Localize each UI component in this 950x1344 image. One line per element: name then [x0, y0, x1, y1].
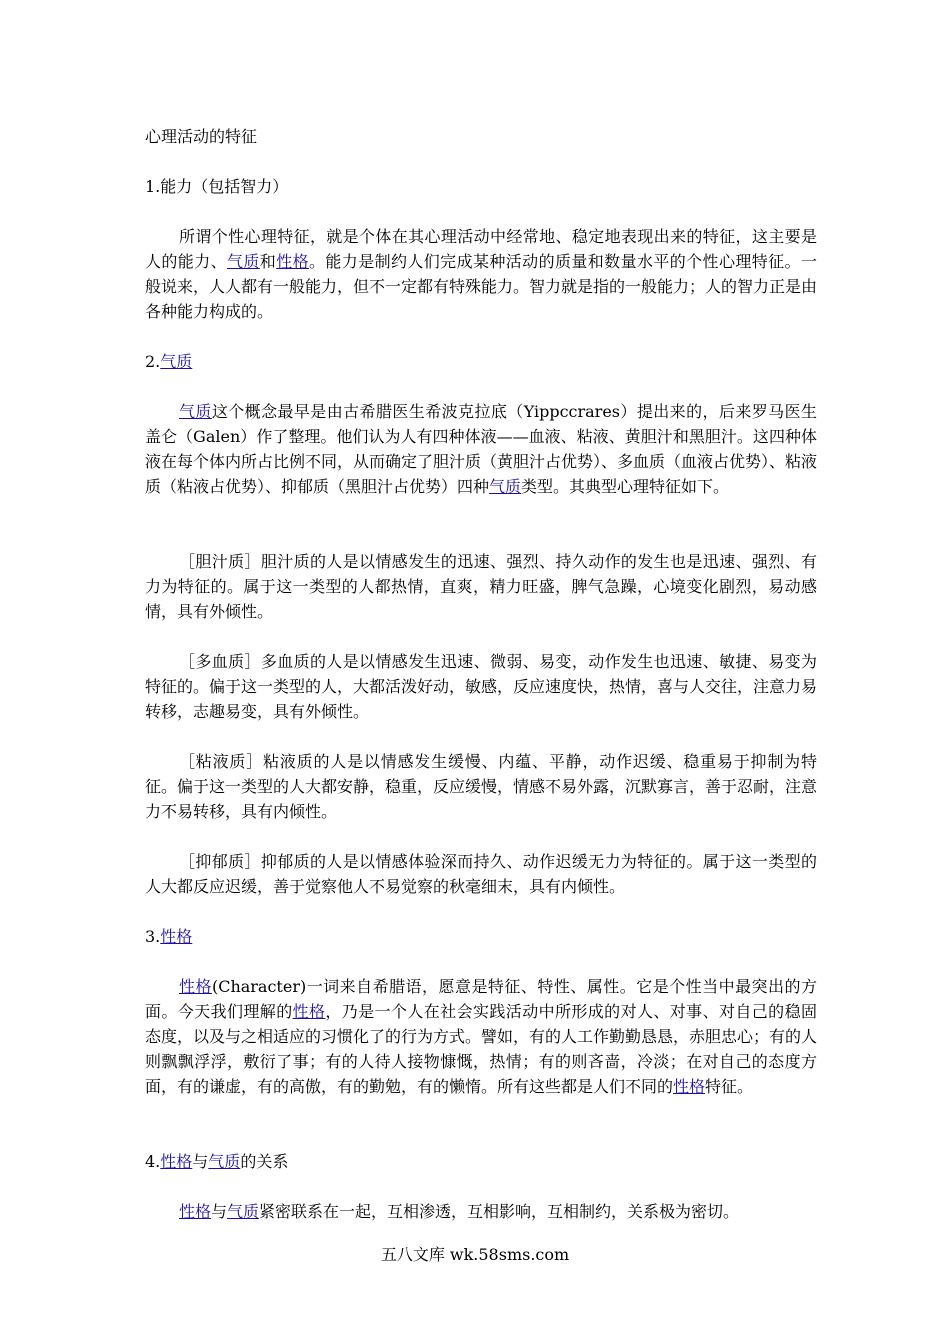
text-run: 与: [192, 1152, 209, 1171]
section-3-heading: [145, 924, 817, 949]
link-xingge[interactable]: 性格: [160, 1152, 193, 1171]
link-qizhi[interactable]: 气质: [489, 477, 522, 496]
text-run: 类型。其典型心理特征如下。: [521, 477, 730, 496]
section-4-paragraph: [145, 1199, 817, 1224]
link-xingge[interactable]: 性格: [292, 1002, 326, 1021]
link-qizhi[interactable]: 气质: [227, 1202, 260, 1221]
text-run: ［多血质］多血质的人是以情感发生迅速、微弱、易变，动作发生也迅速、敏捷、易变为特征的。偏于这一类型的人，大都活泼好动，敏感，反应速度快，热情，喜与人交往，注意力易转移，志趣易变，具有外倾性。: [145, 652, 818, 721]
paragraph-phlegmatic: [145, 749, 817, 824]
text-run: (Character)一词来自希腊语，愿意是特征、特性、属性。它是个性当中最突出的方面。今天我们理解的: [145, 977, 817, 1021]
link-xingge[interactable]: 性格: [179, 977, 212, 996]
text-run: 和: [259, 252, 277, 271]
page-footer: [0, 1244, 950, 1266]
link-xingge[interactable]: 性格: [276, 252, 309, 271]
footer-text: 五八文库 wk.58sms.com: [380, 1245, 570, 1264]
link-qizhi[interactable]: 气质: [160, 352, 193, 371]
section-2-heading: [145, 349, 817, 374]
paragraph-choleric: [145, 549, 817, 624]
text-run: 这个概念最早是由古希腊医生希波克拉底（Yippccrares）提出来的，后来罗马医生盖仑（Galen）作了整理。他们认为人有四种体液——血液、粘液、黄胆汁和黑胆汁。这四种体液在每个体内所占比例不同，从而确定了胆汁质（黄胆汁占优势）、多血质（血液占优势）、粘液质（粘液占优势）、抑郁质（黑胆汁占优势）四种: [145, 402, 818, 496]
link-xingge[interactable]: 性格: [179, 1202, 212, 1221]
section-1-heading: [145, 174, 817, 199]
section-3-paragraph: [145, 974, 817, 1099]
link-qizhi[interactable]: 气质: [208, 1152, 241, 1171]
section-4-heading: [145, 1149, 817, 1174]
text-run: ，乃是一个人在社会实践活动中所形成的对人、对事、对自己的稳固态度，以及与之相适应的习惯化了的行为方式。譬如，有的人工作勤勤恳恳，赤胆忠心；有的人则飘飘浮浮，敷衍了事；有的人待人接物慷慨，热情；有的则吝啬，冷淡；在对自己的态度方面，有的谦虚，有的高傲，有的勤勉，有的懒惰。所有这些都是人们不同的: [145, 1002, 818, 1096]
link-xingge[interactable]: 性格: [673, 1077, 706, 1096]
title-text: 心理活动的特征: [145, 127, 258, 146]
section-number: 2.: [145, 352, 161, 371]
section-number: 3.: [145, 927, 161, 946]
link-qizhi[interactable]: 气质: [227, 252, 260, 271]
link-xingge[interactable]: 性格: [160, 927, 193, 946]
text-run: 所谓个性心理特征，就是个体在其心理活动中经常地、稳定地表现出来的特征，这主要是人的能力、: [145, 227, 817, 271]
section-1-paragraph: [145, 224, 817, 324]
document-title: [145, 124, 817, 149]
section-2-paragraph-intro: [145, 399, 817, 499]
text-run: 的关系: [240, 1152, 289, 1171]
text-run: ［抑郁质］抑郁质的人是以情感体验深而持久、动作迟缓无力为特征的。属于这一类型的人大都反应迟缓，善于觉察他人不易觉察的秋毫细末，具有内倾性。: [145, 852, 817, 896]
link-qizhi[interactable]: 气质: [179, 402, 212, 421]
section-number: 4.: [145, 1152, 161, 1171]
paragraph-melancholic: [145, 849, 817, 899]
text-run: 与: [211, 1202, 228, 1221]
text-run: 。能力是制约人们完成某种活动的质量和数量水平的个性心理特征。一般说来，人人都有一般能力，但不一定都有特殊能力。智力就是指的一般能力；人的智力正是由各种能力构成的。: [145, 252, 818, 321]
text-run: 紧密联系在一起，互相渗透，互相影响，互相制约，关系极为密切。: [259, 1202, 740, 1221]
text-run: ［胆汁质］胆汁质的人是以情感发生的迅速、强烈、持久动作的发生也是迅速、强烈、有力为特征的。属于这一类型的人都热情，直爽，精力旺盛，脾气急躁，心境变化剧烈，易动感情，具有外倾性。: [145, 552, 817, 621]
section-1-heading-text: 1.能力（包括智力）: [145, 177, 289, 196]
text-run: 特征。: [705, 1077, 754, 1096]
text-run: ［粘液质］粘液质的人是以情感发生缓慢、内蕴、平静，动作迟缓、稳重易于抑制为特征。偏于这一类型的人大都安静，稳重，反应缓慢，情感不易外露，沉默寡言，善于忍耐，注意力不易转移，具有内倾性。: [145, 752, 818, 821]
paragraph-sanguine: [145, 649, 817, 724]
